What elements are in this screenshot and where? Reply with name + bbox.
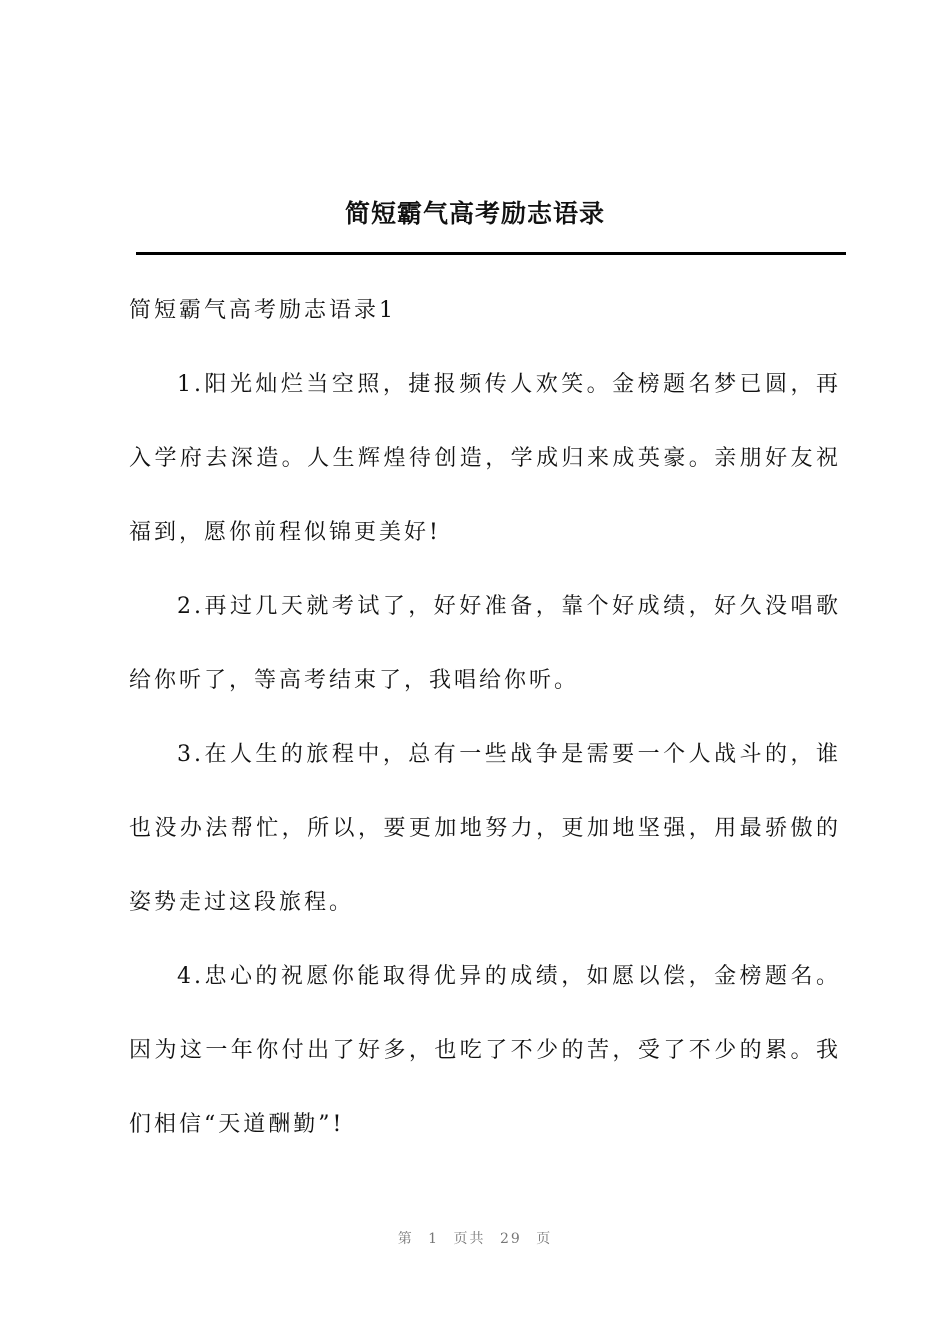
document-body xyxy=(129,274,841,1162)
paragraph-4: 4.忠心的祝愿你能取得优异的成绩，如愿以偿，金榜题名。因为这一年你付出了好多，也吃了不少的苦，受了不少的累。我们相信“天道酬勤”! xyxy=(129,964,841,1137)
paragraph-2: 2.再过几天就考试了，好好准备，靠个好成绩，好久没唱歌给你听了，等高考结束了，我唱给你听。 xyxy=(129,594,841,693)
title-divider xyxy=(136,252,846,255)
paragraph-3: 3.在人生的旅程中，总有一些战争是需要一个人战斗的，谁也没办法帮忙，所以，要更加地努力，更加地坚强，用最骄傲的姿势走过这段旅程。 xyxy=(129,742,841,915)
document-title: 简短霸气高考励志语录 xyxy=(344,199,605,228)
page-number-footer: 第 1 页共 29 页 xyxy=(397,1231,553,1247)
paragraph-1: 1.阳光灿烂当空照，捷报频传人欢笑。金榜题名梦已圆，再入学府去深造。人生辉煌待创造，学成归来成英豪。亲朋好友祝福到，愿你前程似锦更美好! xyxy=(129,372,841,545)
section-heading: 简短霸气高考励志语录1 xyxy=(129,298,396,323)
